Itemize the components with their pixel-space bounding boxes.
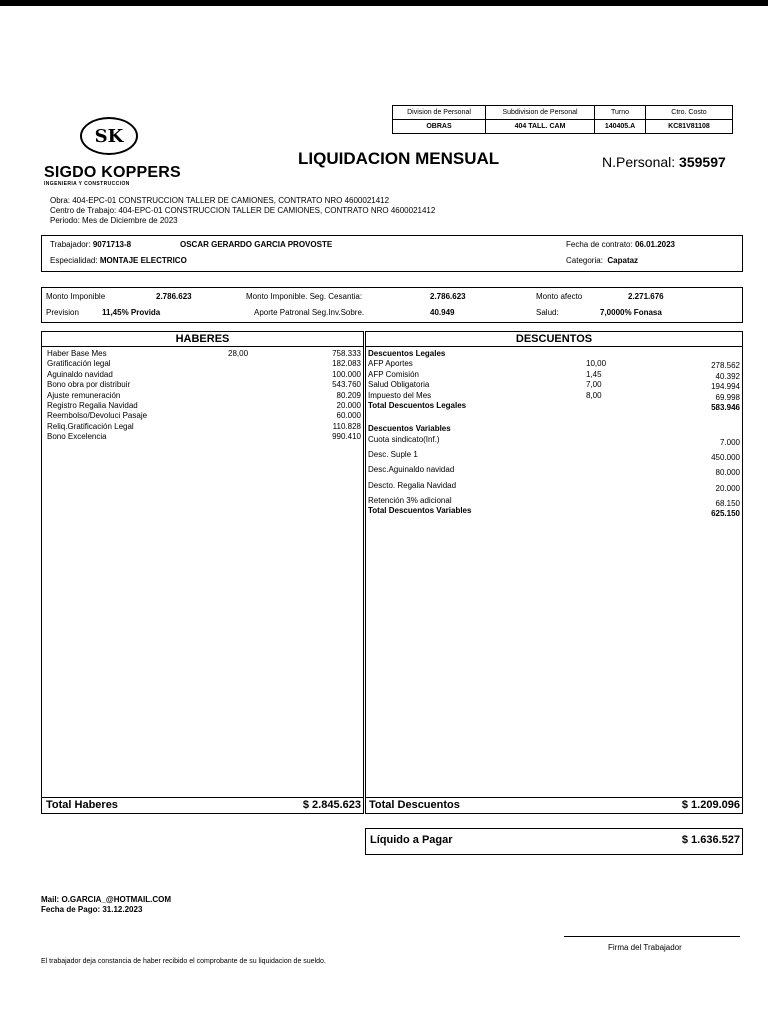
descuento-variable-label: Descto. Regalia Navidad	[368, 480, 457, 490]
haber-label: Haber Base Mes	[47, 349, 107, 358]
haber-amount: 80.209	[336, 390, 361, 400]
descuento-amount: 69.998	[715, 392, 740, 402]
descuento-qty: 8,00	[586, 390, 602, 400]
worker-name: OSCAR GERARDO GARCIA PROVOSTE	[180, 240, 333, 249]
haber-label: Reembolso/Devoluci Pasaje	[47, 411, 148, 421]
haberes-title: HABERES	[42, 332, 363, 347]
descuento-label: Salud Obligatoria	[368, 380, 430, 390]
haberes-total-value: $ 2.845.623	[302, 799, 361, 811]
firma-label: Firma del Trabajador	[608, 943, 682, 952]
aporte-label: Aporte Patronal Seg.Inv.Sobre.	[254, 308, 365, 317]
company-name: SIGDO KOPPERS	[44, 164, 181, 181]
top-bar	[0, 0, 768, 6]
haber-amount: 182.083	[332, 359, 361, 369]
liquido-label: Líquido a Pagar	[370, 834, 453, 846]
descuento-label: AFP Comisión	[368, 369, 419, 379]
constancia-text: El trabajador deja constancia de haber recibido el comprobante de su liquidacion de sueldo.	[41, 958, 326, 965]
periodo-line: Periodo: Mes de Diciembre de 2023	[50, 216, 178, 225]
haberes-total-row	[42, 797, 363, 813]
seg-cesantia-value: 2.786.623	[430, 292, 466, 301]
descuentos-panel	[365, 331, 743, 814]
fecha-pago-line	[41, 905, 171, 915]
prevision-value: 11,45% Provida	[102, 308, 161, 317]
liquido-box	[365, 828, 743, 855]
header-col-turno: Turno	[595, 106, 646, 120]
descuentos-title: DESCUENTOS	[366, 332, 742, 347]
haberes-total-label: Total Haberes	[46, 799, 118, 811]
descuento-variable-amount: 20.000	[715, 483, 740, 493]
header-val-costo: KC81V81108	[646, 120, 733, 134]
header-col-costo: Ctro. Costo	[646, 106, 733, 120]
descuento-label: Impuesto del Mes	[368, 390, 432, 400]
header-val-subdivision: 404 TALL. CAM	[486, 120, 595, 134]
obra-line: Obra: 404-EPC-01 CONSTRUCCION TALLER DE CAMIONES, CONTRATO NRO 4600021412	[50, 196, 390, 205]
descuento-label: AFP Aportes	[368, 359, 413, 369]
haber-amount: 110.828	[332, 421, 361, 431]
haberes-panel	[41, 331, 364, 814]
haber-amount: 990.410	[332, 432, 361, 442]
summary-box	[41, 287, 743, 323]
haber-amount: 758.333	[332, 349, 361, 358]
descuento-amount: 40.392	[715, 371, 740, 381]
prevision-label: Prevision	[46, 308, 79, 317]
variables-total-value: 625.150	[711, 509, 740, 519]
haber-amount: 100.000	[332, 369, 361, 379]
footer-info	[41, 895, 171, 915]
descuento-amount: 194.994	[711, 382, 740, 392]
legales-total-value: 583.946	[711, 403, 740, 412]
variables-total-label: Total Descuentos Variables	[368, 506, 472, 516]
descuento-variable-label: Desc.Aguinaldo navidad	[368, 465, 455, 475]
signature-line	[564, 936, 740, 937]
monto-afecto-label: Monto afecto	[536, 292, 583, 301]
worker-id: 9071713-8	[92, 240, 132, 249]
personal-number-value: 359597	[679, 154, 726, 170]
haber-amount: 20.000	[336, 401, 361, 410]
seg-cesantia-label: Monto Imponible. Seg. Cesantia:	[246, 292, 363, 301]
contract-label: Fecha de contrato:	[566, 240, 633, 249]
salud-label: Salud:	[536, 308, 559, 317]
document-title: LIQUIDACION MENSUAL	[298, 149, 500, 168]
haber-label: Bono obra por distribuir	[47, 380, 131, 390]
specialty-label: Especialidad:	[50, 256, 98, 265]
fecha-pago-label: Fecha de Pago:	[41, 905, 101, 914]
descuentos-total-value: $ 1.209.096	[681, 799, 740, 811]
haber-label: Aguinaldo navidad	[47, 369, 113, 379]
liquido-value: $ 1.636.527	[681, 834, 740, 846]
salud-value: 7,0000% Fonasa	[600, 308, 662, 317]
category-value: Capataz	[607, 256, 639, 265]
variables-title: Descuentos Variables	[368, 423, 451, 433]
specialty-value: MONTAJE ELECTRICO	[99, 256, 187, 265]
descuento-variable-amount: 7.000	[719, 438, 740, 448]
header-col-division: Division de Personal	[393, 106, 486, 120]
haber-label: Gratificación legal	[47, 359, 111, 369]
descuento-variable-label: Cuota sindicato(Inf.)	[368, 435, 440, 445]
personal-number	[602, 154, 726, 170]
worker-box	[41, 235, 743, 272]
descuento-variable-label: Retención 3% adicional	[368, 495, 452, 505]
descuento-variable-amount: 80.000	[715, 468, 740, 478]
category-label: Categoria:	[566, 256, 603, 265]
contract-date: 06.01.2023	[634, 240, 675, 249]
descuentos-total-row	[366, 797, 742, 813]
header-col-subdivision: Subdivision de Personal	[486, 106, 595, 120]
descuento-qty: 10,00	[586, 359, 607, 369]
monto-afecto-value: 2.271.676	[628, 292, 664, 301]
mail-line: Mail: O.GARCIA_@HOTMAIL.COM	[41, 895, 172, 904]
header-val-division: OBRAS	[393, 120, 486, 134]
descuento-amount: 278.562	[711, 361, 740, 371]
haber-label: Reliq.Gratificación Legal	[47, 421, 134, 431]
haber-label: Bono Excelencia	[47, 432, 107, 442]
centro-line: Centro de Trabajo: 404-EPC-01 CONSTRUCCION TALLER DE CAMIONES, CONTRATO NRO 4600021412	[50, 206, 436, 215]
haber-amount: 543.760	[332, 380, 361, 390]
descuento-qty: 7,00	[586, 380, 602, 390]
legales-title: Descuentos Legales	[368, 349, 446, 358]
haber-amount: 60.000	[336, 411, 361, 421]
descuento-qty: 1,45	[586, 369, 602, 379]
company-logo	[80, 117, 138, 155]
obra-info	[50, 196, 435, 226]
haber-label: Ajuste remuneración	[47, 390, 121, 400]
header-table	[392, 105, 733, 134]
logo-text: SK	[94, 125, 124, 147]
legales-total-label: Total Descuentos Legales	[368, 401, 467, 410]
descuento-variable-amount: 68.150	[715, 498, 740, 508]
descuento-variable-label: Desc. Suple 1	[368, 450, 418, 460]
aporte-value: 40.949	[430, 308, 455, 317]
descuento-variable-amount: 450.000	[711, 453, 740, 463]
personal-number-label: N.Personal:	[602, 154, 676, 170]
header-val-turno: 140405.A	[595, 120, 646, 134]
descuentos-total-label: Total Descuentos	[369, 799, 460, 811]
monto-imponible-label: Monto Imponible	[46, 292, 106, 301]
fecha-pago-value: 31.12.2023	[102, 905, 143, 914]
haber-qty: 28,00	[228, 349, 249, 358]
monto-imponible-value: 2.786.623	[156, 292, 192, 301]
worker-label: Trabajador:	[50, 240, 91, 249]
company-tagline: INGENIERIA Y CONSTRUCCION	[44, 181, 130, 187]
haber-label: Registro Regalia Navidad	[47, 401, 138, 410]
